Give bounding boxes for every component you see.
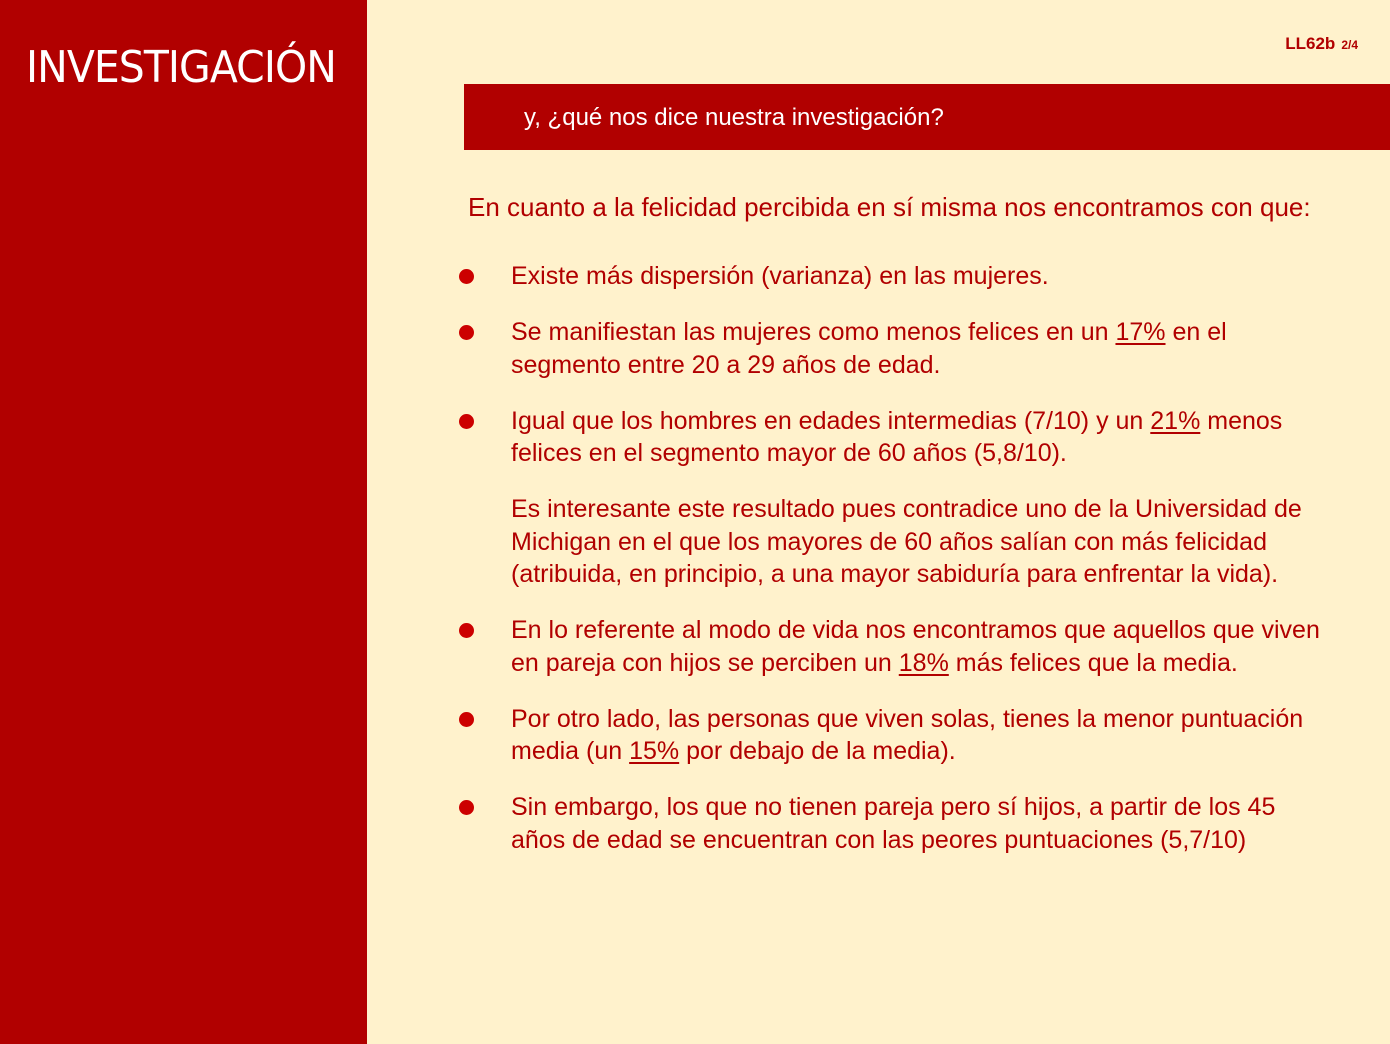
bullet-text-after: en el segmento entre 20 a 29 años de edad. <box>511 318 1227 379</box>
bullet-item <box>455 614 1335 679</box>
bullet-text: Sin embargo, los que no tienen pareja pero sí hijos, a partir de los 45 años de edad se encuentran con las peores puntuaciones (5,7/10) <box>511 793 1276 854</box>
bullet-dot-icon <box>459 712 474 727</box>
section-banner <box>464 84 1390 150</box>
bullet-text-before: Por otro lado, las personas que viven solas, tienes la menor puntuación media (un <box>511 704 1304 765</box>
bullet-text-after: por debajo de la media). <box>679 737 956 765</box>
bullet-dot-icon <box>459 325 474 340</box>
highlight-percentage: 17% <box>1115 318 1166 346</box>
bullet-item <box>455 791 1335 856</box>
bullet-item <box>455 405 1335 470</box>
brand-title: INVESTIGACIÓN <box>26 42 336 93</box>
highlight-percentage: 15% <box>629 737 680 765</box>
slide-code <box>1285 34 1358 54</box>
banner-title: y, ¿qué nos dice nuestra investigación? <box>524 104 944 131</box>
note-text: Es interesante este resultado pues contradice uno de la Universidad de Michigan en el que los mayores de 60 años salían con más felicidad (atribuida, en principio, a una mayor sabiduría para enfrentar la vida). <box>511 495 1302 588</box>
bullet-item <box>455 260 1335 293</box>
bullet-text-before: En lo referente al modo de vida nos encontramos que aquellos que viven en pareja con hijos se perciben un <box>511 616 1320 677</box>
highlight-percentage: 18% <box>898 648 949 677</box>
bullet-dot-icon <box>459 269 474 284</box>
bullet-dot-icon <box>459 800 474 815</box>
sidebar <box>0 0 367 1044</box>
bullet-item <box>455 703 1335 768</box>
bullet-list <box>455 260 1335 880</box>
intro-text: En cuanto a la felicidad percibida en sí misma nos encontramos con que: <box>468 192 1311 222</box>
page-number: 2/4 <box>1341 38 1358 52</box>
bullet-text-before: Igual que los hombres en edades intermedias (7/10) y un <box>511 406 1151 435</box>
bullet-text-after: menos felices en el segmento mayor de 60 años (5,8/10). <box>511 406 1283 467</box>
bullet-text-before: Se manifiestan las mujeres como menos felices en un <box>511 318 1116 346</box>
bullet-text-after: más felices que la media. <box>948 648 1238 677</box>
note-paragraph <box>455 493 1335 591</box>
bullet-item <box>455 316 1335 381</box>
bullet-dot-icon <box>459 414 474 429</box>
slide-id: LL62b <box>1285 34 1336 53</box>
bullet-text: Existe más dispersión (varianza) en las mujeres. <box>511 262 1049 290</box>
highlight-percentage: 21% <box>1150 406 1201 435</box>
bullet-dot-icon <box>459 623 474 638</box>
